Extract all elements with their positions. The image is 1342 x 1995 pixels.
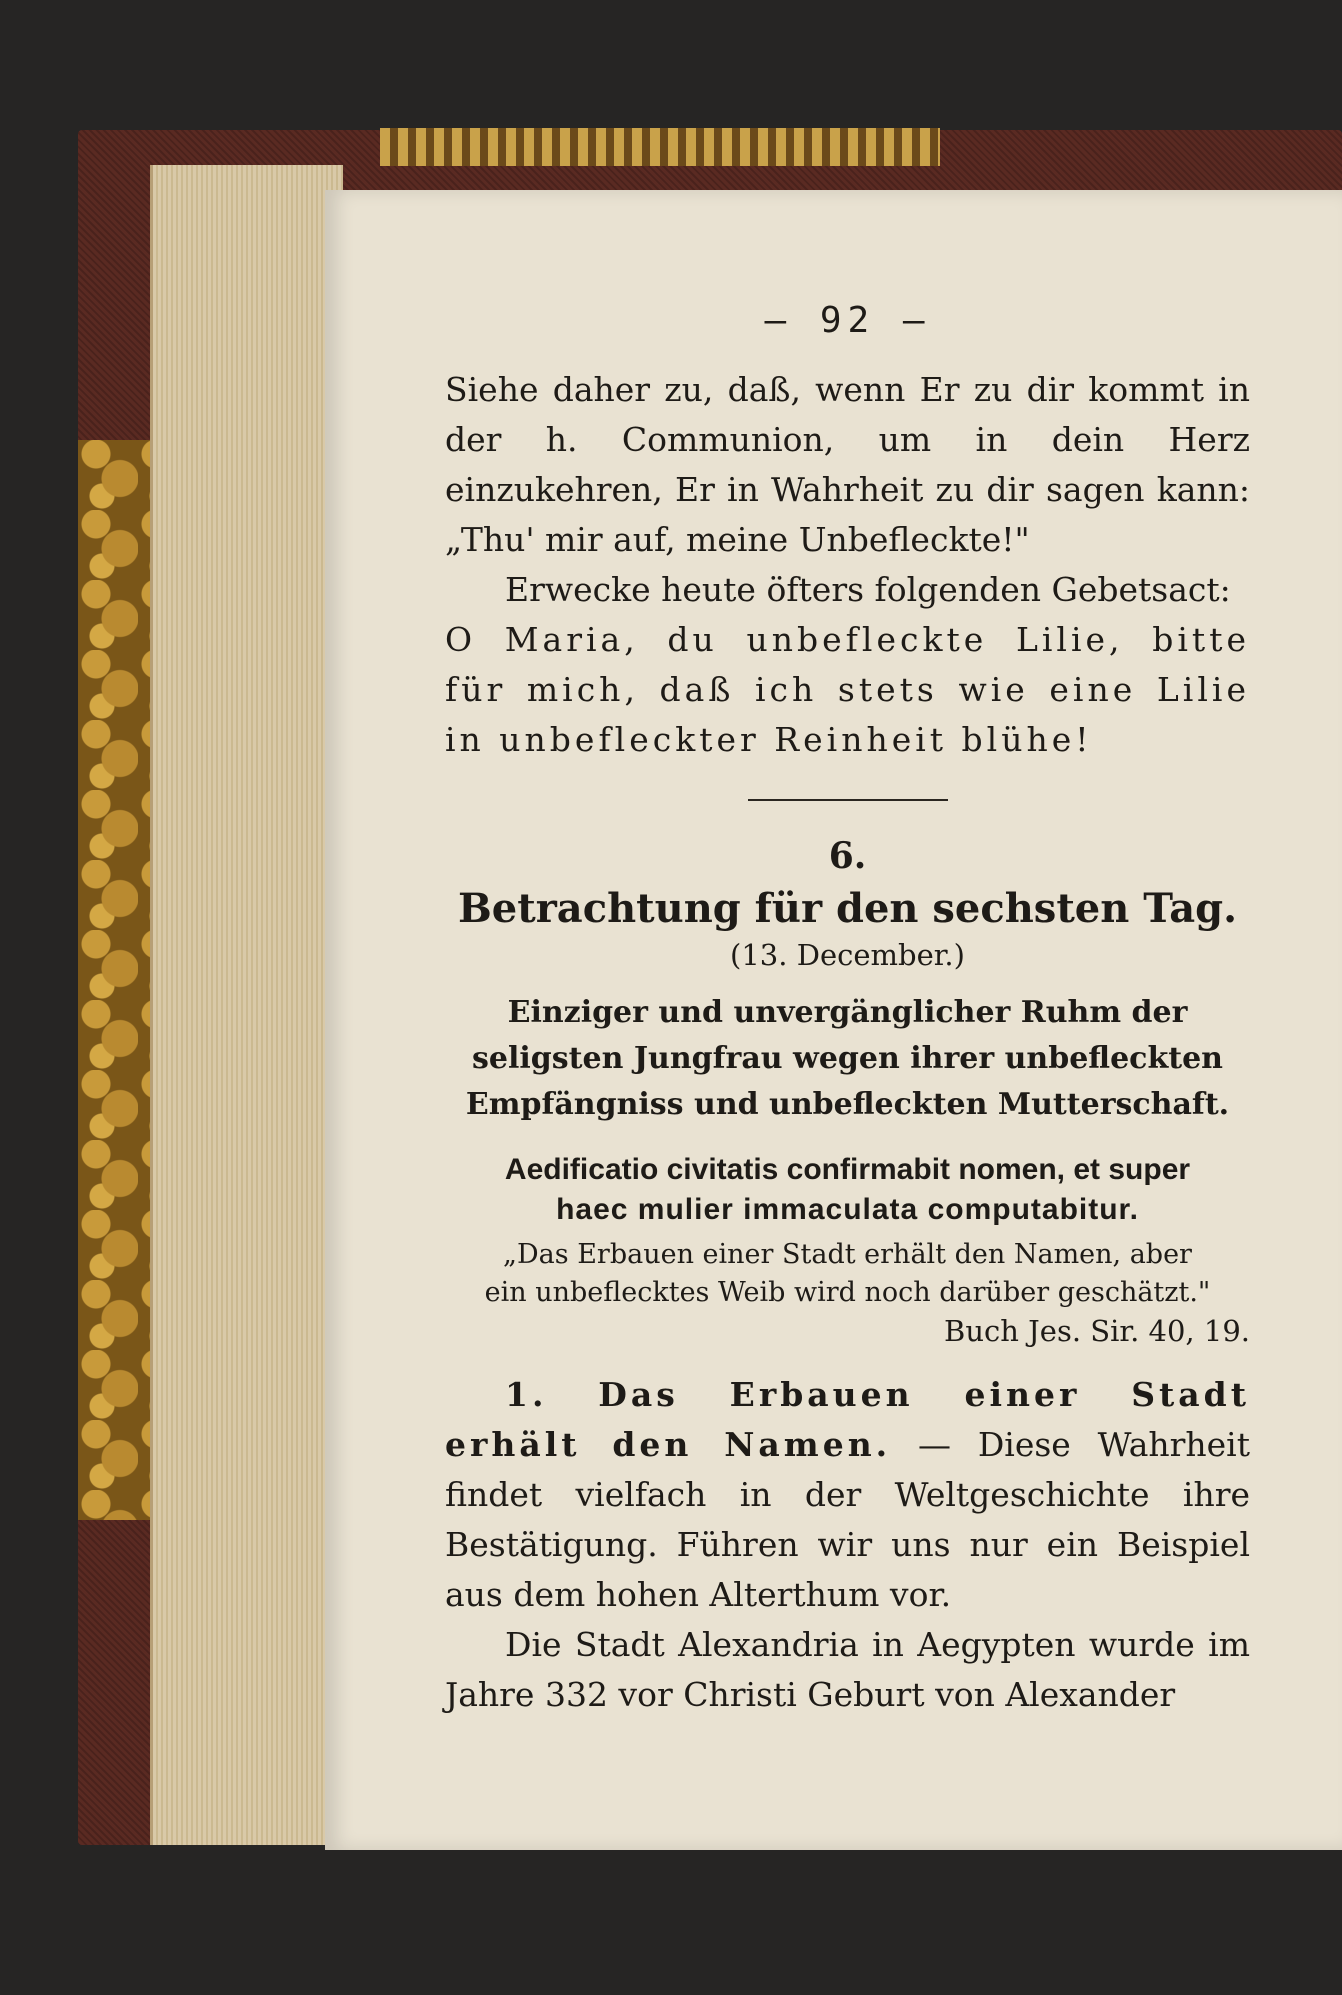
prayer-lead: Erwecke heute öfters folgenden Gebetsact: bbox=[505, 570, 1231, 609]
page-content bbox=[445, 300, 1250, 1720]
prayer-text: O Maria, du unbefleckte Lilie, bitte für mich, daß ich stets wie eine Lilie in unbefleckter Reinheit blühe! bbox=[445, 620, 1250, 759]
marbled-cover-edge bbox=[78, 440, 158, 1520]
german-motto-line-2: ein unbeflecktes Weib wird noch darüber geschätzt." bbox=[484, 1277, 1211, 1308]
section-subtitle: Einziger und unvergänglicher Ruhm der seligsten Jungfrau wegen ihrer unbefleckten Empfängniss und unbefleckten Mutterschaft. bbox=[465, 995, 1230, 1122]
page-edges bbox=[150, 165, 343, 1845]
section-title: Betrachtung für den sechsten Tag. bbox=[457, 885, 1238, 932]
alexandria-paragraph: Die Stadt Alexandria in Aegypten wurde im Jahre 332 vor Christi Geburt von Alexander bbox=[445, 1625, 1250, 1714]
latin-motto-line-2: haec mulier immaculata computabitur. bbox=[556, 1193, 1139, 1226]
latin-motto-line-1: Aedificatio civitatis confirmabit nomen, et super bbox=[504, 1153, 1191, 1186]
intro-paragraph: Siehe daher zu, daß, wenn Er zu dir kommt in der h. Communion, um in dein Herz einzukehren, Er in Wahrheit zu dir sagen kann: „Thu' mir auf, meine Unbefleckte!" bbox=[445, 370, 1250, 559]
german-motto-line-1: „Das Erbauen einer Stadt erhält den Namen, aber bbox=[503, 1239, 1192, 1270]
section-number: 6. bbox=[828, 835, 867, 877]
page-number: — 92 — bbox=[764, 300, 931, 341]
book-headband bbox=[380, 128, 940, 166]
point-one-text: — Diese Wahrheit findet vielfach in der Weltgeschichte ihre Bestätigung. Führen wir uns nur ein Beispiel aus dem hohen Alterthum vor. bbox=[445, 1425, 1250, 1614]
section-divider bbox=[748, 799, 948, 801]
point-one-paragraph bbox=[445, 1370, 1250, 1620]
section-date: (13. December.) bbox=[730, 938, 965, 972]
bible-citation: Buch Jes. Sir. 40, 19. bbox=[944, 1314, 1250, 1348]
point-one-lead: 1. Das Erbauen einer Stadt erhält den Namen. bbox=[445, 1375, 1250, 1464]
